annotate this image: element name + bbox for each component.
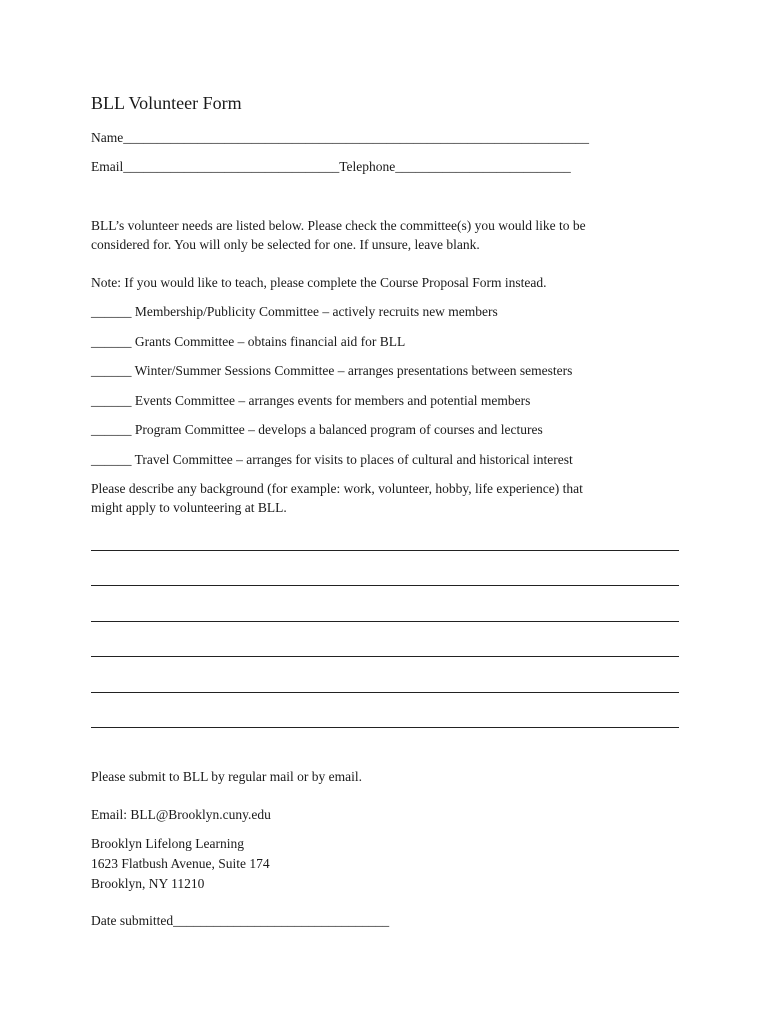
committee-travel[interactable]: ______ Travel Committee – arranges for visits to places of cultural and historical interest	[91, 452, 573, 467]
background-answer-line-6[interactable]	[91, 727, 679, 728]
background-answer-line-4[interactable]	[91, 656, 679, 657]
committee-grants[interactable]: ______ Grants Committee – obtains financial aid for BLL	[91, 334, 406, 349]
address-line-1: Brooklyn Lifelong Learning	[91, 836, 244, 851]
committee-program[interactable]: ______ Program Committee – develops a balanced program of courses and lectures	[91, 422, 543, 437]
submit-instructions: Please submit to BLL by regular mail or by email.	[91, 769, 362, 784]
committee-events[interactable]: ______ Events Committee – arranges events for members and potential members	[91, 393, 531, 408]
background-answer-line-3[interactable]	[91, 621, 679, 622]
background-answer-line-1[interactable]	[91, 550, 679, 551]
background-prompt-line-1: Please describe any background (for example: work, volunteer, hobby, life experience) that	[91, 481, 583, 496]
date-submitted-field[interactable]: Date submitted________________________________	[91, 913, 390, 928]
intro-line-2: considered for. You will only be selected for one. If unsure, leave blank.	[91, 237, 480, 252]
page-title: BLL Volunteer Form	[91, 93, 242, 113]
name-field[interactable]: Name_____________________________________________________________________	[91, 130, 589, 145]
background-answer-line-2[interactable]	[91, 585, 679, 586]
background-prompt-line-2: might apply to volunteering at BLL.	[91, 500, 287, 515]
background-answer-line-5[interactable]	[91, 692, 679, 693]
address-line-3: Brooklyn, NY 11210	[91, 876, 205, 891]
teach-note: Note: If you would like to teach, please complete the Course Proposal Form instead.	[91, 275, 547, 290]
email-telephone-field[interactable]: Email________________________________Telephone__________________________	[91, 159, 571, 174]
address-line-2: 1623 Flatbush Avenue, Suite 174	[91, 856, 270, 871]
contact-email: Email: BLL@Brooklyn.cuny.edu	[91, 807, 271, 822]
intro-line-1: BLL’s volunteer needs are listed below. Please check the committee(s) you would like to be	[91, 218, 586, 233]
committee-winter-summer[interactable]: ______ Winter/Summer Sessions Committee – arranges presentations between semesters	[91, 363, 573, 378]
committee-membership[interactable]: ______ Membership/Publicity Committee – actively recruits new members	[91, 304, 498, 319]
